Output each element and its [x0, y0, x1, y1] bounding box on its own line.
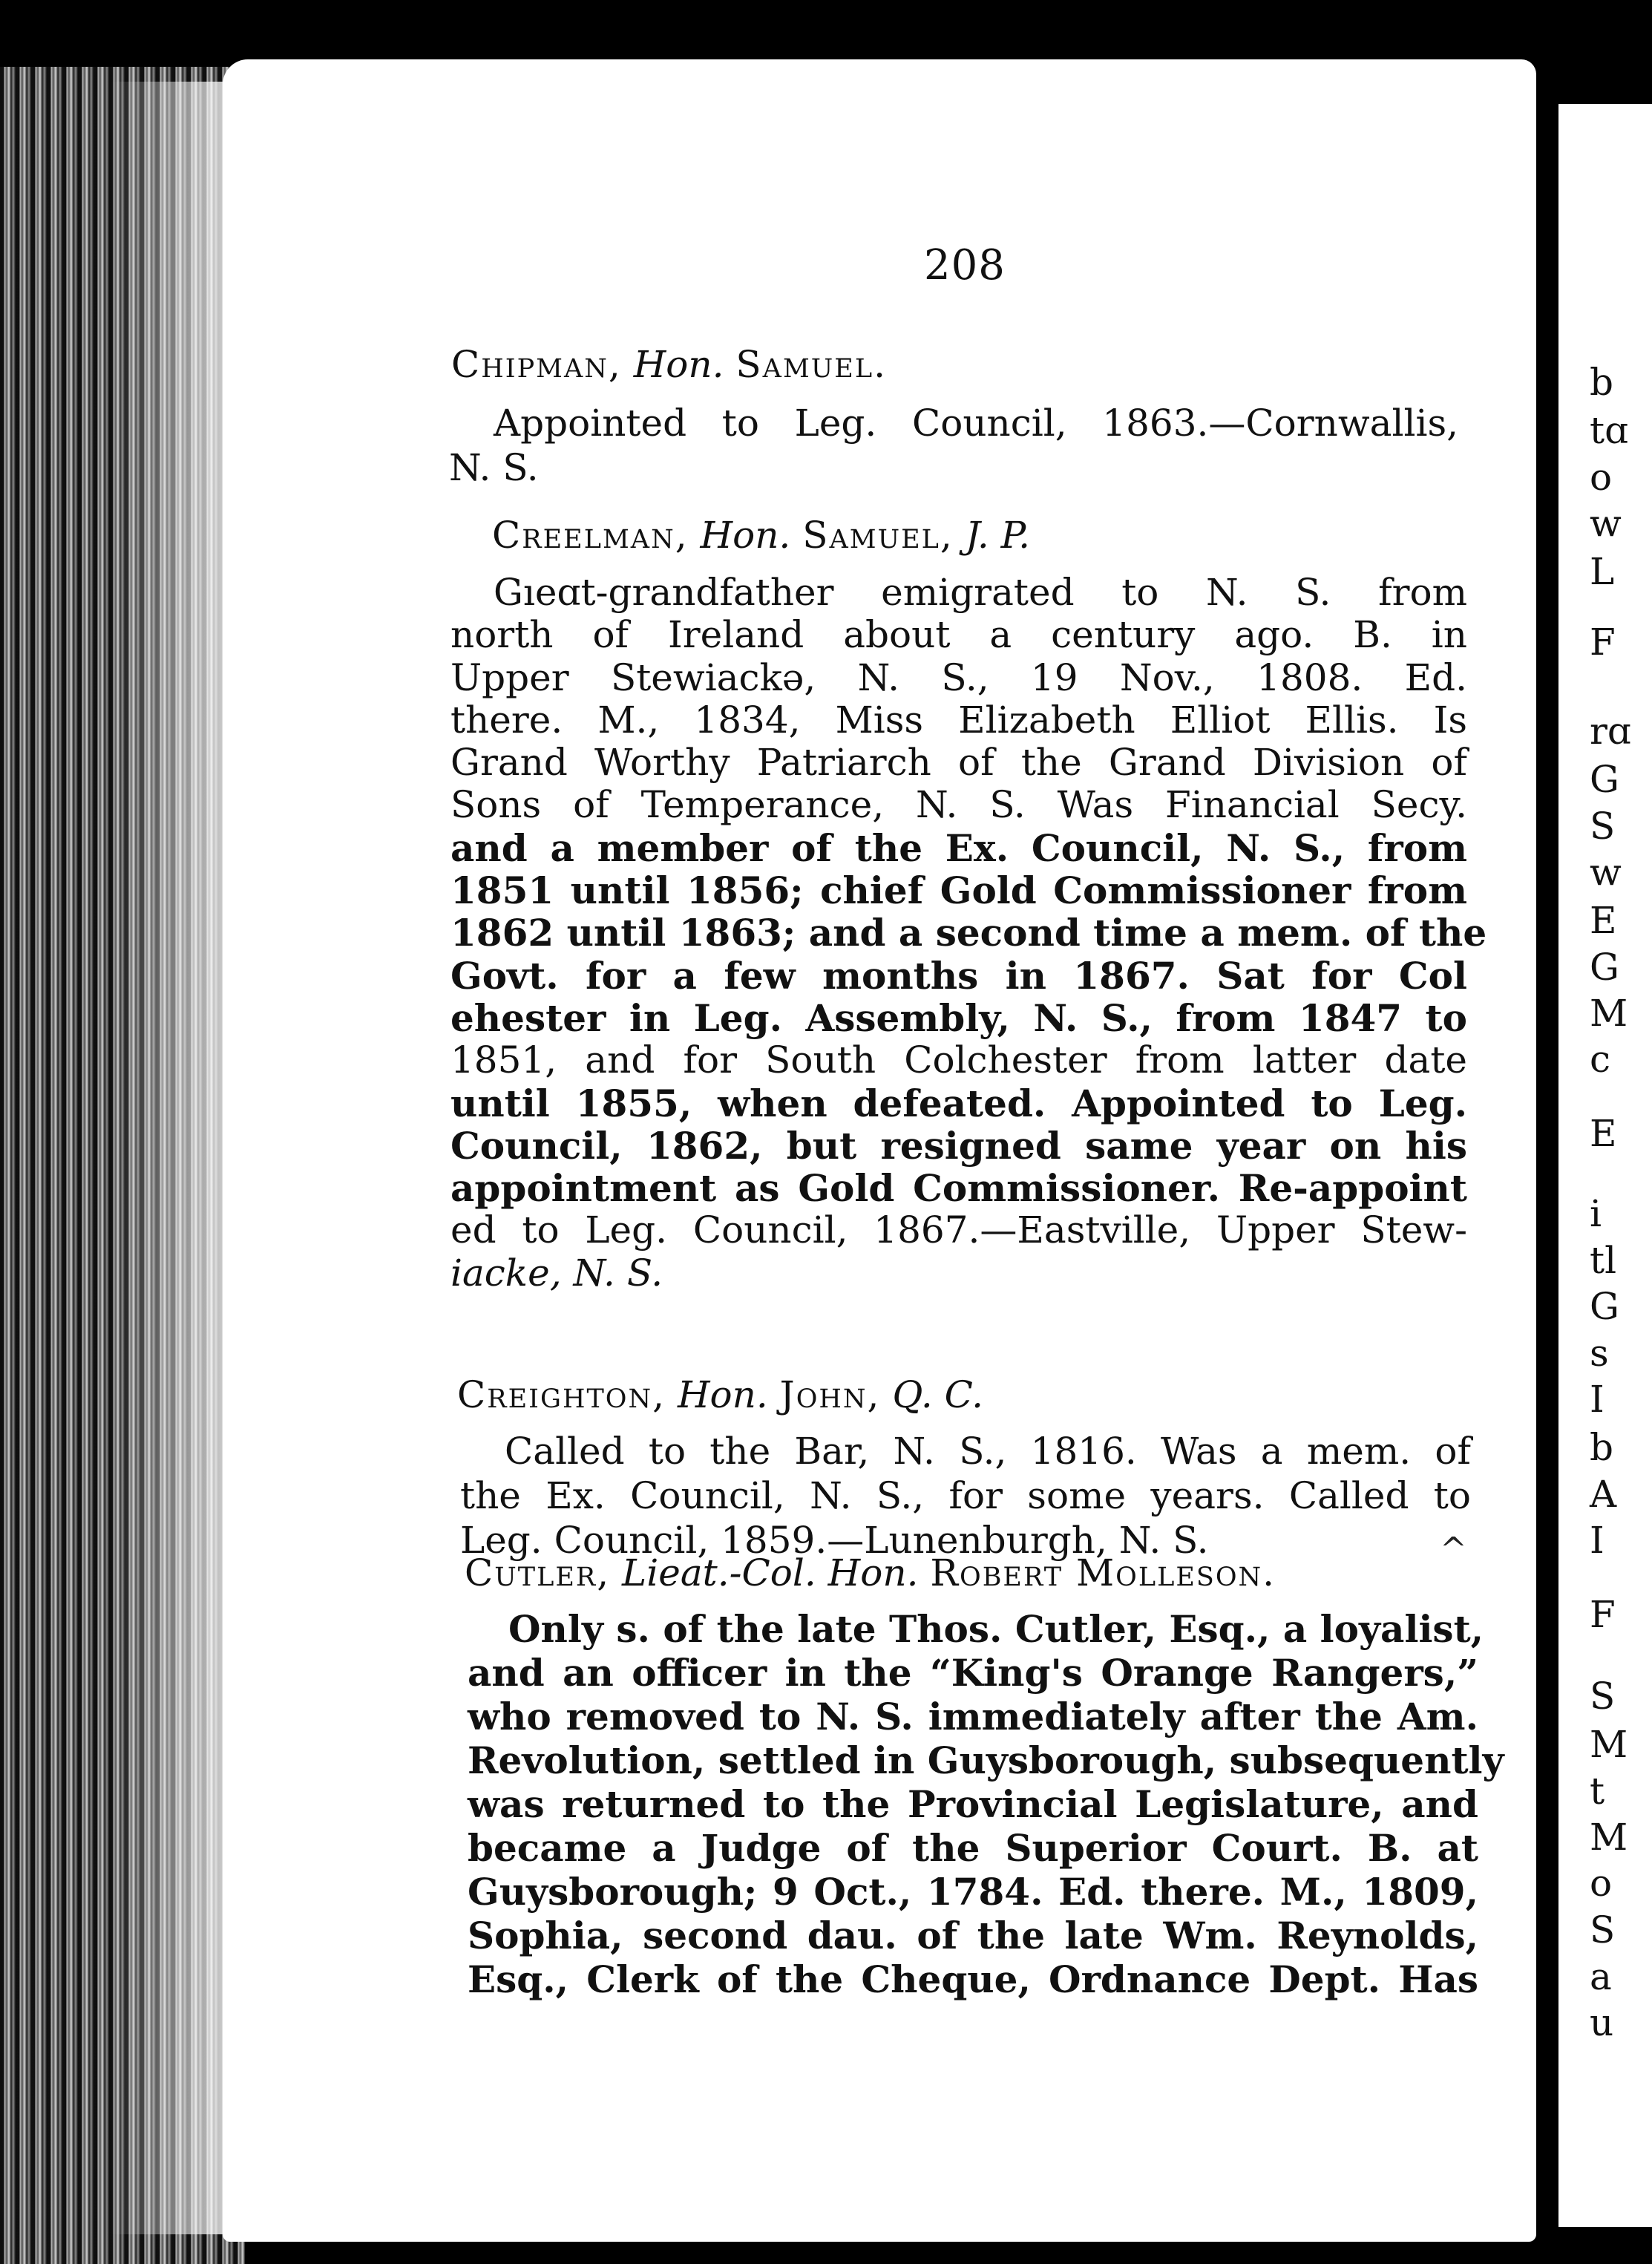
text-line: Leg. Council, 1859.—Lunenburgh, N. S.	[460, 1519, 1209, 1562]
entry-heading-cutler	[465, 1551, 1276, 1594]
fragment-char: i	[1590, 1192, 1602, 1235]
entry-honorific: Hon.	[677, 1373, 768, 1416]
fragment-char: s	[1590, 1332, 1609, 1375]
fragment-char: tl	[1590, 1239, 1617, 1282]
entry-surname: Creighton,	[457, 1373, 666, 1416]
text-line: Only s. of the late Thos. Cutler, Esq., a loyalist,	[508, 1607, 1484, 1651]
entry-surname: Cutler,	[465, 1551, 611, 1594]
fragment-char: G	[1590, 946, 1619, 989]
page-number: 208	[924, 241, 1006, 289]
fragment-char: F	[1590, 1593, 1616, 1636]
text-line: ehester in Leg. Assembly, N. S., from 1847 to	[450, 995, 1467, 1040]
fragment-char: o	[1590, 1862, 1613, 1905]
fragment-char: L	[1590, 550, 1615, 593]
fragment-char: rɑ	[1590, 710, 1631, 753]
text-line: Called to the Bar, N. S., 1816. Was a mem. of	[505, 1430, 1471, 1473]
text-line: Upper Stewiackə, N. S., 19 Nov., 1808. Ed.	[450, 655, 1467, 699]
fragment-char: a	[1590, 1955, 1612, 1998]
fragment-char: E	[1590, 899, 1617, 942]
entry-surname: Creelman,	[492, 514, 689, 557]
entry-body-chipman	[449, 401, 1458, 490]
fragment-char: E	[1590, 1112, 1617, 1155]
fragment-char: M	[1590, 992, 1628, 1035]
fragment-char: A	[1590, 1473, 1617, 1516]
text-line: and a member of the Ex. Council, N. S., from	[450, 825, 1467, 870]
text-line: and an officer in the “King's Orange Rangers,”	[468, 1651, 1478, 1695]
entry-given-name: John,	[779, 1373, 881, 1416]
text-line: there. M., 1834, Miss Elizabeth Elliot Ellis. Is	[450, 698, 1467, 742]
entry-body-creelman	[450, 571, 1487, 1295]
fragment-char: M	[1590, 1723, 1628, 1766]
fragment-char: I	[1590, 1378, 1605, 1421]
entry-suffix: J. P.	[965, 514, 1031, 557]
text-line: Grand Worthy Patriarch of the Grand Division of	[450, 741, 1467, 785]
fragment-char: S	[1590, 1675, 1616, 1718]
entry-honorific: Lieat.-Col. Hon.	[622, 1551, 919, 1594]
fragment-char: S	[1590, 805, 1616, 848]
fragment-char: I	[1590, 1519, 1605, 1562]
fragment-char: G	[1590, 758, 1619, 801]
entry-given-name: Robert Molleson.	[930, 1551, 1276, 1594]
text-line: appointment as Gold Commissioner. Re-appoint	[450, 1166, 1467, 1211]
text-line: Govt. for a few months in 1867. Sat for Col	[450, 953, 1467, 998]
fragment-char: M	[1590, 1816, 1628, 1859]
fragment-char: t	[1590, 1770, 1605, 1813]
text-line: Esq., Clerk of the Cheque, Ordnance Dept. Has	[468, 1957, 1478, 2001]
text-line: became a Judge of the Superior Court. B. at	[468, 1826, 1478, 1870]
fragment-char: w	[1590, 851, 1622, 894]
text-line: Guysborough; 9 Oct., 1784. Ed. there. M., 1809,	[468, 1870, 1478, 1914]
entry-body-cutler	[468, 1607, 1504, 2001]
text-line: Revolution, settled in Guysborough, subsequently	[468, 1738, 1504, 1782]
entry-heading-chipman	[451, 343, 887, 386]
text-line: until 1855, when defeated. Appointed to Leg.	[450, 1081, 1467, 1125]
text-line: N. S.	[449, 446, 539, 489]
fragment-char: b	[1590, 361, 1614, 404]
text-line: Sophia, second dau. of the late Wm. Reynolds,	[468, 1914, 1478, 1957]
fragment-char: c	[1590, 1038, 1611, 1081]
text-line: who removed to N. S. immediately after the Am.	[468, 1695, 1478, 1738]
text-line: Gıeɑt-grandfather emigrated to N. S. from	[494, 571, 1467, 614]
text-line: 1851, and for South Colchester from latter date	[450, 1038, 1467, 1082]
entry-suffix: Q. C.	[892, 1373, 983, 1416]
text-line: 1851 until 1856; chief Gold Commissioner from	[450, 868, 1467, 913]
entry-honorific: Hon.	[633, 343, 724, 386]
entry-given-name: Samuel,	[802, 514, 954, 557]
text-line: Appointed to Leg. Council, 1863.—Cornwallis,	[494, 402, 1458, 445]
fragment-char: u	[1590, 2001, 1614, 2044]
text-line: Sons of Temperance, N. S. Was Financial Secy.	[450, 783, 1467, 827]
fragment-char: F	[1590, 621, 1616, 664]
adjacent-page-sliver	[1558, 104, 1652, 2227]
fragment-char: S	[1590, 1908, 1616, 1951]
entry-heading-creighton	[457, 1373, 983, 1416]
text-line: Council, 1862, but resigned same year on his	[450, 1123, 1467, 1168]
fragment-char: o	[1590, 456, 1613, 499]
fragment-char: G	[1590, 1285, 1619, 1328]
entry-body-creighton	[460, 1429, 1471, 1563]
fragment-char: tɑ	[1590, 409, 1629, 452]
text-line: the Ex. Council, N. S., for some years. Called to	[460, 1474, 1471, 1517]
text-line: ed to Leg. Council, 1867.—Eastville, Upper Stew-	[450, 1208, 1467, 1252]
fragment-char: w	[1590, 502, 1622, 545]
text-line: 1862 until 1863; and a second time a mem. of the	[450, 911, 1487, 955]
text-line: north of Ireland about a century ago. B. in	[450, 613, 1467, 657]
entry-given-name: Samuel.	[735, 343, 887, 386]
margin-mark: ^	[1440, 1531, 1467, 1568]
text-line: iacke, N. S.	[450, 1251, 663, 1295]
fragment-char: b	[1590, 1426, 1614, 1469]
entry-heading-creelman	[492, 514, 1030, 557]
entry-surname: Chipman,	[451, 343, 622, 386]
text-line: was returned to the Provincial Legislature, and	[468, 1782, 1478, 1826]
entry-honorific: Hon.	[700, 514, 791, 557]
